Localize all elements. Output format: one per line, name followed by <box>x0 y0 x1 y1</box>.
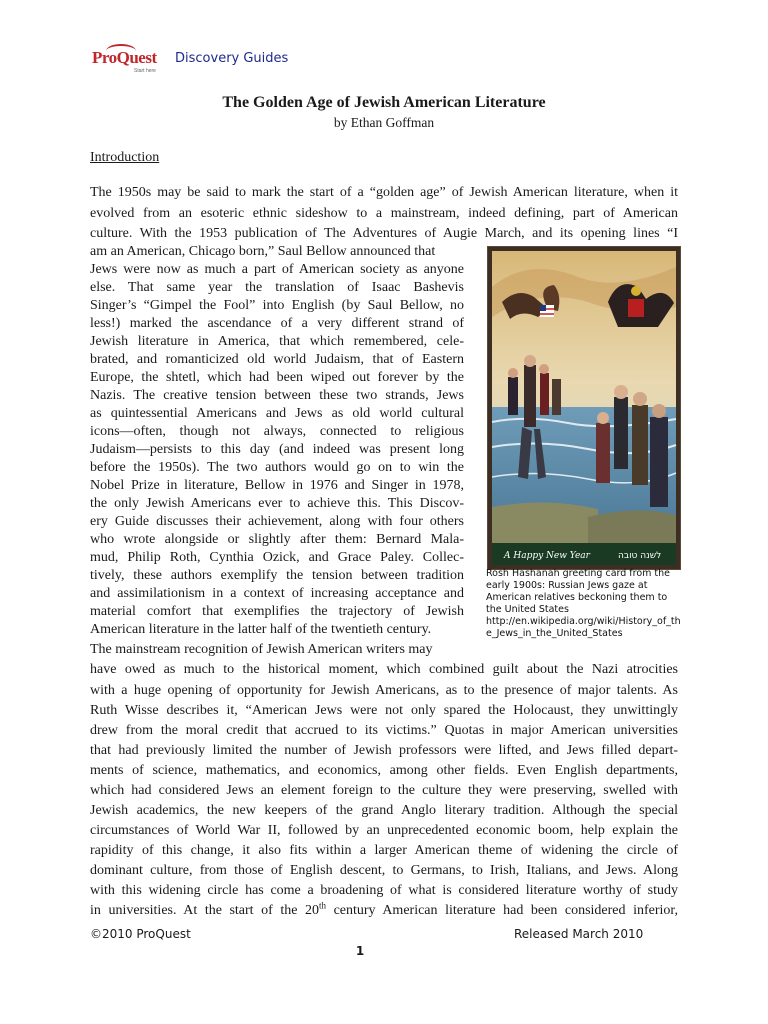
text-line: as quintessential Americans and Jews as old world cultural <box>90 406 464 421</box>
text-line: ments of science, mathematics, and economics, among other fields. Even English departments, <box>90 763 678 778</box>
superscript: th <box>319 900 327 911</box>
text-line: brated, and romanticized old world Judaism, that of Eastern <box>90 352 464 367</box>
text-line: before the 1950s). The two authors would go on to win the <box>90 460 464 475</box>
text-line: Judaism—persists to this day (and indeed was present long <box>90 442 464 457</box>
text-line: material comfort that exemplifies the trajectory of Jewish <box>90 604 464 619</box>
text-line: Jewish literature in America, that which remembered, cele- <box>90 334 464 349</box>
rosh-hashanah-card-image <box>487 246 681 570</box>
document-title: The Golden Age of Jewish American Literature <box>222 94 546 111</box>
text-line: and assimilationism in a context of increasing acceptance and <box>90 586 464 601</box>
text-line: ery Guide discusses their achievement, along with four others <box>90 514 464 529</box>
text-line: the only Jewish Americans ever to achieve this. This Discov- <box>90 496 464 511</box>
text-line: Ruth Wisse describes it, “American Jews were not only spared the Holocaust, they unwittingly <box>90 703 678 718</box>
caption-link[interactable]: http://en.wikipedia.org/wiki/History_of_the_Jews_in_the_United_States <box>486 616 681 639</box>
text-line: which had considered Jews an element foreign to the culture they were preserving, swelled with <box>90 783 678 798</box>
text-line: have owed as much to the historical moment, which combined guilt about the Nazi atrocities <box>90 662 678 677</box>
card-text-hebrew: לשנה טובה <box>618 551 662 561</box>
page-number: 1 <box>355 944 365 958</box>
logo-text: ProQuest <box>92 48 157 67</box>
text-line: drew from the moral credit that accrued to its victims.” Quotas in major American universities <box>90 723 678 738</box>
text-line: American literature in the latter half of the twentieth century. <box>90 622 432 637</box>
text-line: rapidity of this change, it also fits within a larger American theme of widening the circle of <box>90 843 678 858</box>
section-heading: Introduction <box>90 150 160 165</box>
footer-copyright: ©2010 ProQuest <box>90 927 191 941</box>
text-line: culture. With the 1953 publication of The Adventures of Augie March, and its opening lines “I <box>90 226 678 241</box>
proquest-logo <box>90 44 162 78</box>
text-line: mud, Philip Roth, Cynthia Ozick, and Grace Paley. Collec- <box>90 550 464 565</box>
text-line: circumstances of World War II, followed by an unprecedented economic boom, help explain the <box>90 823 678 838</box>
byline: by Ethan Goffman <box>333 115 435 130</box>
text-line: Singer’s “Gimpel the Fool” into English (by Saul Bellow, no <box>90 298 464 313</box>
text-line: Europe, the shtetl, which had been wiped out forever by the <box>90 370 464 385</box>
text-line: Jews were now as much a part of American society as anyone <box>90 262 464 277</box>
text-line: Nazis. The creative tension between these two strands, Jews <box>90 388 464 403</box>
text-line: Jewish academics, the new keepers of the grand Anglo literary tradition. Although the special <box>90 803 678 818</box>
text-fragment: century American literature had been considered inferior, <box>326 903 678 918</box>
footer-release-date: Released March 2010 <box>514 927 644 941</box>
text-line: with a huge opening of opportunity for Jewish Americans, as to the presence of major talents. As <box>90 683 678 698</box>
logo-subtext: Start here <box>134 68 156 74</box>
text-line: am an American, Chicago born,” Saul Bellow announced that <box>90 244 436 259</box>
text-line: less!) marked the ascendance of a very different strand of <box>90 316 464 331</box>
text-line: dominant culture, from those of English descent, to Germans, to Irish, Italians, and Jews. Along <box>90 863 678 878</box>
text-line: The 1950s may be said to mark the start of a “golden age” of Jewish American literature, when it <box>90 185 678 200</box>
text-line: evolved from an esoteric ethnic sideshow to a mainstream, indeed defining, part of American <box>90 206 678 221</box>
text-line: with this widening circle has come a broadening of what is considered literature worthy of study <box>90 883 678 898</box>
caption-text: Rosh Hashanah greeting card from the early 1900s: Russian Jews gaze at American relatives beckoning them to the United States <box>486 568 671 615</box>
text-line: The mainstream recognition of Jewish American writers may <box>90 642 433 657</box>
text-line: tively, these authors exemplify the tension between tradition <box>90 568 464 583</box>
figure-caption <box>486 568 682 640</box>
card-text-english: A Happy New Year <box>504 551 590 561</box>
text-line: else. That same year the translation of Isaac Bashevis <box>90 280 464 295</box>
text-line: Nobel Prize in literature, Bellow in 1976 and Singer in 1978, <box>90 478 464 493</box>
text-line: that had previously limited the number of Jewish professors were lifted, and Jews filled depart- <box>90 743 678 758</box>
text-line: who wrote alongside or slightly after them: Bernard Mala- <box>90 532 464 547</box>
text-fragment: in universities. At the start of the 20 <box>90 903 319 918</box>
text-line: icons—often, though not always, connected to religious <box>90 424 464 439</box>
brand-name: Discovery Guides <box>175 51 289 66</box>
text-line-with-superscript <box>90 902 678 920</box>
